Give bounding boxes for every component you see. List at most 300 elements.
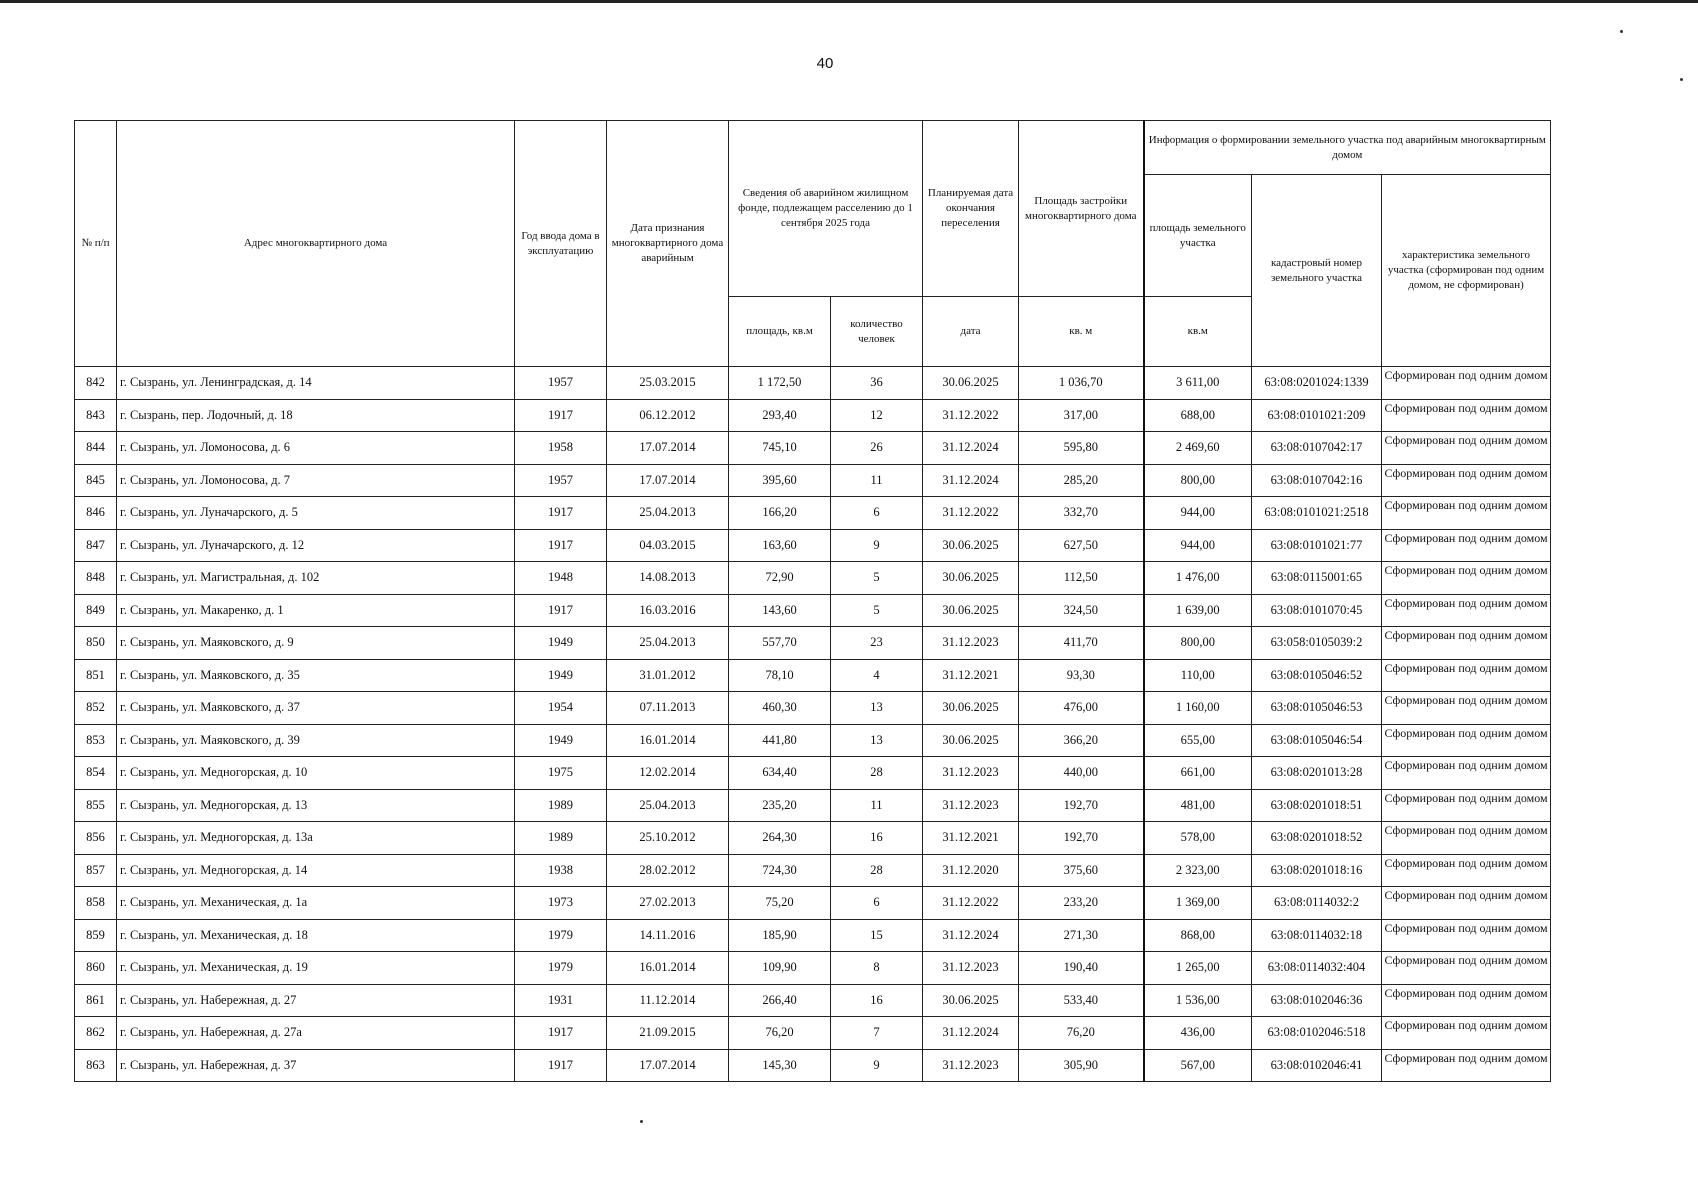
land-area-cell: 2 323,00 (1144, 854, 1252, 887)
year-cell: 1917 (515, 594, 607, 627)
land-status-cell (1382, 724, 1551, 757)
planned-date-cell: 30.06.2025 (923, 367, 1019, 400)
building-area-cell: 76,20 (1019, 1017, 1144, 1050)
land-area-cell: 1 369,00 (1144, 887, 1252, 920)
top-scan-rule (0, 0, 1698, 3)
row-number: 846 (75, 497, 117, 530)
col-header-year: Год ввода дома в эксплуатацию (515, 121, 607, 367)
land-area-cell: 436,00 (1144, 1017, 1252, 1050)
land-status-cell (1382, 854, 1551, 887)
row-number: 844 (75, 432, 117, 465)
row-number: 860 (75, 952, 117, 985)
land-status-text: Сформирован под одним домом (1384, 855, 1548, 870)
row-number: 852 (75, 692, 117, 725)
year-cell: 1954 (515, 692, 607, 725)
area-cell: 266,40 (729, 984, 831, 1017)
table-row (75, 464, 1551, 497)
building-area-cell: 1 036,70 (1019, 367, 1144, 400)
land-status-cell (1382, 659, 1551, 692)
row-number: 845 (75, 464, 117, 497)
address-cell: г. Сызрань, пер. Лодочный, д. 18 (117, 399, 515, 432)
address-cell: г. Сызрань, ул. Медногорская, д. 13 (117, 789, 515, 822)
recognized-date-cell: 14.11.2016 (607, 919, 729, 952)
recognized-date-cell: 17.07.2014 (607, 464, 729, 497)
area-cell: 163,60 (729, 529, 831, 562)
building-area-cell: 317,00 (1019, 399, 1144, 432)
recognized-date-cell: 17.07.2014 (607, 432, 729, 465)
col-header-cadastral: кадастровый номер земельного участка (1252, 175, 1382, 367)
table-row (75, 1049, 1551, 1082)
planned-date-cell: 31.12.2024 (923, 1017, 1019, 1050)
row-number: 863 (75, 1049, 117, 1082)
people-count-cell: 5 (831, 562, 923, 595)
people-count-cell: 12 (831, 399, 923, 432)
table-row (75, 887, 1551, 920)
year-cell: 1917 (515, 1017, 607, 1050)
building-area-cell: 533,40 (1019, 984, 1144, 1017)
col-header-fund-group: Сведения об аварийном жилищном фонде, подлежащем расселению до 1 сентября 2025 года (729, 121, 923, 297)
planned-date-cell: 31.12.2022 (923, 399, 1019, 432)
page-number: 40 (816, 55, 834, 72)
cadastral-number-cell: 63:08:0114032:2 (1252, 887, 1382, 920)
row-number: 843 (75, 399, 117, 432)
year-cell: 1949 (515, 659, 607, 692)
address-cell: г. Сызрань, ул. Медногорская, д. 13а (117, 822, 515, 855)
land-status-text: Сформирован под одним домом (1384, 400, 1548, 415)
land-status-cell (1382, 952, 1551, 985)
cadastral-number-cell: 63:08:0101021:77 (1252, 529, 1382, 562)
building-area-cell: 233,20 (1019, 887, 1144, 920)
year-cell: 1948 (515, 562, 607, 595)
address-cell: г. Сызрань, ул. Набережная, д. 27а (117, 1017, 515, 1050)
recognized-date-cell: 25.10.2012 (607, 822, 729, 855)
recognized-date-cell: 27.02.2013 (607, 887, 729, 920)
year-cell: 1973 (515, 887, 607, 920)
cadastral-number-cell: 63:08:0101070:45 (1252, 594, 1382, 627)
year-cell: 1917 (515, 497, 607, 530)
area-cell: 185,90 (729, 919, 831, 952)
recognized-date-cell: 16.01.2014 (607, 724, 729, 757)
land-status-cell (1382, 432, 1551, 465)
people-count-cell: 13 (831, 692, 923, 725)
area-cell: 441,80 (729, 724, 831, 757)
planned-date-cell: 31.12.2024 (923, 919, 1019, 952)
year-cell: 1957 (515, 464, 607, 497)
recognized-date-cell: 04.03.2015 (607, 529, 729, 562)
address-cell: г. Сызрань, ул. Магистральная, д. 102 (117, 562, 515, 595)
land-area-cell: 110,00 (1144, 659, 1252, 692)
building-area-cell: 324,50 (1019, 594, 1144, 627)
planned-date-cell: 31.12.2023 (923, 789, 1019, 822)
recognized-date-cell: 21.09.2015 (607, 1017, 729, 1050)
building-area-cell: 190,40 (1019, 952, 1144, 985)
building-area-cell: 440,00 (1019, 757, 1144, 790)
recognized-date-cell: 25.04.2013 (607, 789, 729, 822)
recognized-date-cell: 31.01.2012 (607, 659, 729, 692)
col-header-land-area-unit: кв.м (1144, 297, 1252, 367)
table-row (75, 822, 1551, 855)
people-count-cell: 7 (831, 1017, 923, 1050)
row-number: 854 (75, 757, 117, 790)
land-status-text: Сформирован под одним домом (1384, 985, 1548, 1000)
land-status-text: Сформирован под одним домом (1384, 595, 1548, 610)
cadastral-number-cell: 63:08:0102046:41 (1252, 1049, 1382, 1082)
land-status-text: Сформирован под одним домом (1384, 530, 1548, 545)
land-status-cell (1382, 1049, 1551, 1082)
building-area-cell: 411,70 (1019, 627, 1144, 660)
land-area-cell: 1 536,00 (1144, 984, 1252, 1017)
table-row (75, 432, 1551, 465)
area-cell: 145,30 (729, 1049, 831, 1082)
land-status-cell (1382, 497, 1551, 530)
people-count-cell: 6 (831, 887, 923, 920)
row-number: 850 (75, 627, 117, 660)
col-header-planned-unit: дата (923, 297, 1019, 367)
address-cell: г. Сызрань, ул. Макаренко, д. 1 (117, 594, 515, 627)
area-cell: 166,20 (729, 497, 831, 530)
land-status-cell (1382, 562, 1551, 595)
year-cell: 1938 (515, 854, 607, 887)
row-number: 849 (75, 594, 117, 627)
planned-date-cell: 31.12.2024 (923, 464, 1019, 497)
planned-date-cell: 30.06.2025 (923, 594, 1019, 627)
address-cell: г. Сызрань, ул. Механическая, д. 18 (117, 919, 515, 952)
area-cell: 395,60 (729, 464, 831, 497)
people-count-cell: 28 (831, 757, 923, 790)
land-area-cell: 800,00 (1144, 464, 1252, 497)
address-cell: г. Сызрань, ул. Медногорская, д. 10 (117, 757, 515, 790)
cadastral-number-cell: 63:08:0114032:404 (1252, 952, 1382, 985)
land-area-cell: 868,00 (1144, 919, 1252, 952)
building-area-cell: 93,30 (1019, 659, 1144, 692)
table-row (75, 497, 1551, 530)
area-cell: 109,90 (729, 952, 831, 985)
area-cell: 745,10 (729, 432, 831, 465)
planned-date-cell: 31.12.2024 (923, 432, 1019, 465)
people-count-cell: 11 (831, 789, 923, 822)
address-cell: г. Сызрань, ул. Ломоносова, д. 7 (117, 464, 515, 497)
people-count-cell: 5 (831, 594, 923, 627)
year-cell: 1979 (515, 919, 607, 952)
people-count-cell: 9 (831, 529, 923, 562)
people-count-cell: 16 (831, 822, 923, 855)
cadastral-number-cell: 63:08:0101021:2518 (1252, 497, 1382, 530)
table-row (75, 659, 1551, 692)
land-status-cell (1382, 529, 1551, 562)
building-area-cell: 366,20 (1019, 724, 1144, 757)
land-status-cell (1382, 789, 1551, 822)
row-number: 858 (75, 887, 117, 920)
address-cell: г. Сызрань, ул. Набережная, д. 37 (117, 1049, 515, 1082)
recognized-date-cell: 25.04.2013 (607, 497, 729, 530)
row-number: 851 (75, 659, 117, 692)
land-status-text: Сформирован под одним домом (1384, 888, 1548, 903)
planned-date-cell: 31.12.2023 (923, 627, 1019, 660)
building-area-cell: 112,50 (1019, 562, 1144, 595)
col-header-people: количество человек (831, 297, 923, 367)
planned-date-cell: 30.06.2025 (923, 529, 1019, 562)
area-cell: 72,90 (729, 562, 831, 595)
land-status-text: Сформирован под одним домом (1384, 790, 1548, 805)
planned-date-cell: 31.12.2022 (923, 497, 1019, 530)
land-status-text: Сформирован под одним домом (1384, 628, 1548, 643)
planned-date-cell: 30.06.2025 (923, 984, 1019, 1017)
area-cell: 460,30 (729, 692, 831, 725)
cadastral-number-cell: 63:08:0105046:52 (1252, 659, 1382, 692)
building-area-cell: 627,50 (1019, 529, 1144, 562)
address-cell: г. Сызрань, ул. Ломоносова, д. 6 (117, 432, 515, 465)
address-cell: г. Сызрань, ул. Медногорская, д. 14 (117, 854, 515, 887)
row-number: 842 (75, 367, 117, 400)
land-status-cell (1382, 757, 1551, 790)
land-status-cell (1382, 822, 1551, 855)
land-status-cell (1382, 984, 1551, 1017)
land-status-cell (1382, 887, 1551, 920)
planned-date-cell: 31.12.2022 (923, 887, 1019, 920)
table-row (75, 789, 1551, 822)
year-cell: 1949 (515, 724, 607, 757)
year-cell: 1979 (515, 952, 607, 985)
building-area-cell: 476,00 (1019, 692, 1144, 725)
land-area-cell: 800,00 (1144, 627, 1252, 660)
land-status-text: Сформирован под одним домом (1384, 953, 1548, 968)
land-status-cell (1382, 464, 1551, 497)
people-count-cell: 16 (831, 984, 923, 1017)
planned-date-cell: 31.12.2023 (923, 1049, 1019, 1082)
address-cell: г. Сызрань, ул. Маяковского, д. 39 (117, 724, 515, 757)
recognized-date-cell: 06.12.2012 (607, 399, 729, 432)
people-count-cell: 8 (831, 952, 923, 985)
recognized-date-cell: 16.03.2016 (607, 594, 729, 627)
recognized-date-cell: 11.12.2014 (607, 984, 729, 1017)
people-count-cell: 4 (831, 659, 923, 692)
row-number: 859 (75, 919, 117, 952)
area-cell: 264,30 (729, 822, 831, 855)
land-area-cell: 688,00 (1144, 399, 1252, 432)
building-area-cell: 192,70 (1019, 789, 1144, 822)
land-area-cell: 567,00 (1144, 1049, 1252, 1082)
building-area-cell: 375,60 (1019, 854, 1144, 887)
land-area-cell: 3 611,00 (1144, 367, 1252, 400)
year-cell: 1917 (515, 1049, 607, 1082)
emergency-housing-table (74, 120, 1551, 1082)
land-area-cell: 655,00 (1144, 724, 1252, 757)
col-header-area: площадь, кв.м (729, 297, 831, 367)
table-row (75, 594, 1551, 627)
area-cell: 235,20 (729, 789, 831, 822)
table-row (75, 919, 1551, 952)
col-header-land-area: площадь земельного участка (1144, 175, 1252, 297)
table-row (75, 562, 1551, 595)
area-cell: 78,10 (729, 659, 831, 692)
cadastral-number-cell: 63:08:0105046:53 (1252, 692, 1382, 725)
table-body (75, 367, 1551, 1082)
building-area-cell: 192,70 (1019, 822, 1144, 855)
cadastral-number-cell: 63:08:0101021:209 (1252, 399, 1382, 432)
address-cell: г. Сызрань, ул. Маяковского, д. 9 (117, 627, 515, 660)
cadastral-number-cell: 63:08:0201018:51 (1252, 789, 1382, 822)
col-header-building-area: Площадь застройки многоквартирного дома (1019, 121, 1144, 297)
year-cell: 1931 (515, 984, 607, 1017)
land-status-cell (1382, 627, 1551, 660)
recognized-date-cell: 07.11.2013 (607, 692, 729, 725)
address-cell: г. Сызрань, ул. Набережная, д. 27 (117, 984, 515, 1017)
table-row (75, 399, 1551, 432)
land-area-cell: 1 265,00 (1144, 952, 1252, 985)
area-cell: 724,30 (729, 854, 831, 887)
land-area-cell: 661,00 (1144, 757, 1252, 790)
planned-date-cell: 30.06.2025 (923, 724, 1019, 757)
people-count-cell: 9 (831, 1049, 923, 1082)
cadastral-number-cell: 63:08:0102046:518 (1252, 1017, 1382, 1050)
scan-speck (1620, 30, 1623, 33)
land-area-cell: 1 639,00 (1144, 594, 1252, 627)
row-number: 855 (75, 789, 117, 822)
cadastral-number-cell: 63:08:0115001:65 (1252, 562, 1382, 595)
land-status-cell (1382, 692, 1551, 725)
col-header-address: Адрес многоквартирного дома (117, 121, 515, 367)
people-count-cell: 15 (831, 919, 923, 952)
recognized-date-cell: 25.03.2015 (607, 367, 729, 400)
scan-speck (640, 1120, 643, 1123)
recognized-date-cell: 25.04.2013 (607, 627, 729, 660)
address-cell: г. Сызрань, ул. Ленинградская, д. 14 (117, 367, 515, 400)
planned-date-cell: 31.12.2021 (923, 659, 1019, 692)
building-area-cell: 332,70 (1019, 497, 1144, 530)
land-status-text: Сформирован под одним домом (1384, 563, 1548, 578)
land-area-cell: 944,00 (1144, 529, 1252, 562)
land-status-text: Сформирован под одним домом (1384, 368, 1548, 383)
col-header-recognized-date: Дата признания многоквартирного дома аварийным (607, 121, 729, 367)
planned-date-cell: 30.06.2025 (923, 692, 1019, 725)
table-row (75, 367, 1551, 400)
address-cell: г. Сызрань, ул. Механическая, д. 19 (117, 952, 515, 985)
address-cell: г. Сызрань, ул. Луначарского, д. 12 (117, 529, 515, 562)
address-cell: г. Сызрань, ул. Маяковского, д. 35 (117, 659, 515, 692)
scan-speck (1680, 78, 1683, 81)
people-count-cell: 36 (831, 367, 923, 400)
land-status-text: Сформирован под одним домом (1384, 465, 1548, 480)
col-header-building-area-unit: кв. м (1019, 297, 1144, 367)
row-number: 856 (75, 822, 117, 855)
area-cell: 557,70 (729, 627, 831, 660)
land-area-cell: 1 160,00 (1144, 692, 1252, 725)
planned-date-cell: 31.12.2020 (923, 854, 1019, 887)
planned-date-cell: 31.12.2023 (923, 952, 1019, 985)
planned-date-cell: 30.06.2025 (923, 562, 1019, 595)
area-cell: 1 172,50 (729, 367, 831, 400)
land-status-text: Сформирован под одним домом (1384, 920, 1548, 935)
land-status-cell (1382, 399, 1551, 432)
table-row (75, 724, 1551, 757)
area-cell: 293,40 (729, 399, 831, 432)
building-area-cell: 271,30 (1019, 919, 1144, 952)
year-cell: 1917 (515, 399, 607, 432)
area-cell: 634,40 (729, 757, 831, 790)
land-status-text: Сформирован под одним домом (1384, 725, 1548, 740)
table-row (75, 529, 1551, 562)
year-cell: 1917 (515, 529, 607, 562)
cadastral-number-cell: 63:08:0105046:54 (1252, 724, 1382, 757)
recognized-date-cell: 28.02.2012 (607, 854, 729, 887)
row-number: 847 (75, 529, 117, 562)
cadastral-number-cell: 63:08:0102046:36 (1252, 984, 1382, 1017)
year-cell: 1958 (515, 432, 607, 465)
year-cell: 1957 (515, 367, 607, 400)
land-area-cell: 1 476,00 (1144, 562, 1252, 595)
table-row (75, 854, 1551, 887)
recognized-date-cell: 14.08.2013 (607, 562, 729, 595)
area-cell: 76,20 (729, 1017, 831, 1050)
land-status-text: Сформирован под одним домом (1384, 660, 1548, 675)
year-cell: 1989 (515, 822, 607, 855)
people-count-cell: 28 (831, 854, 923, 887)
land-status-cell (1382, 919, 1551, 952)
cadastral-number-cell: 63:08:0107042:17 (1252, 432, 1382, 465)
table-row (75, 627, 1551, 660)
land-area-cell: 578,00 (1144, 822, 1252, 855)
building-area-cell: 595,80 (1019, 432, 1144, 465)
col-header-planned-date: Планируемая дата окончания переселения (923, 121, 1019, 297)
table-header (75, 121, 1551, 367)
land-status-text: Сформирован под одним домом (1384, 1018, 1548, 1033)
address-cell: г. Сызрань, ул. Маяковского, д. 37 (117, 692, 515, 725)
row-number: 853 (75, 724, 117, 757)
row-number: 848 (75, 562, 117, 595)
cadastral-number-cell: 63:08:0114032:18 (1252, 919, 1382, 952)
building-area-cell: 285,20 (1019, 464, 1144, 497)
land-status-text: Сформирован под одним домом (1384, 758, 1548, 773)
table-row (75, 952, 1551, 985)
people-count-cell: 6 (831, 497, 923, 530)
land-status-cell (1382, 1017, 1551, 1050)
recognized-date-cell: 17.07.2014 (607, 1049, 729, 1082)
people-count-cell: 23 (831, 627, 923, 660)
table-row (75, 757, 1551, 790)
row-number: 861 (75, 984, 117, 1017)
land-status-cell (1382, 367, 1551, 400)
building-area-cell: 305,90 (1019, 1049, 1144, 1082)
row-number: 862 (75, 1017, 117, 1050)
year-cell: 1949 (515, 627, 607, 660)
recognized-date-cell: 12.02.2014 (607, 757, 729, 790)
year-cell: 1989 (515, 789, 607, 822)
area-cell: 75,20 (729, 887, 831, 920)
table-row (75, 984, 1551, 1017)
table-row (75, 1017, 1551, 1050)
col-header-characteristic: характеристика земельного участка (сформирован под одним домом, не сформирован) (1382, 175, 1551, 367)
table-row (75, 692, 1551, 725)
land-status-text: Сформирован под одним домом (1384, 433, 1548, 448)
land-status-text: Сформирован под одним домом (1384, 1050, 1548, 1065)
col-header-num: № п/п (75, 121, 117, 367)
year-cell: 1975 (515, 757, 607, 790)
planned-date-cell: 31.12.2021 (923, 822, 1019, 855)
col-header-land-group: Информация о формировании земельного участка под аварийным многоквартирным домом (1144, 121, 1551, 175)
land-status-text: Сформирован под одним домом (1384, 823, 1548, 838)
address-cell: г. Сызрань, ул. Механическая, д. 1а (117, 887, 515, 920)
cadastral-number-cell: 63:058:0105039:2 (1252, 627, 1382, 660)
land-status-text: Сформирован под одним домом (1384, 498, 1548, 513)
cadastral-number-cell: 63:08:0201013:28 (1252, 757, 1382, 790)
people-count-cell: 26 (831, 432, 923, 465)
cadastral-number-cell: 63:08:0201018:52 (1252, 822, 1382, 855)
cadastral-number-cell: 63:08:0201018:16 (1252, 854, 1382, 887)
area-cell: 143,60 (729, 594, 831, 627)
row-number: 857 (75, 854, 117, 887)
address-cell: г. Сызрань, ул. Луначарского, д. 5 (117, 497, 515, 530)
land-area-cell: 2 469,60 (1144, 432, 1252, 465)
